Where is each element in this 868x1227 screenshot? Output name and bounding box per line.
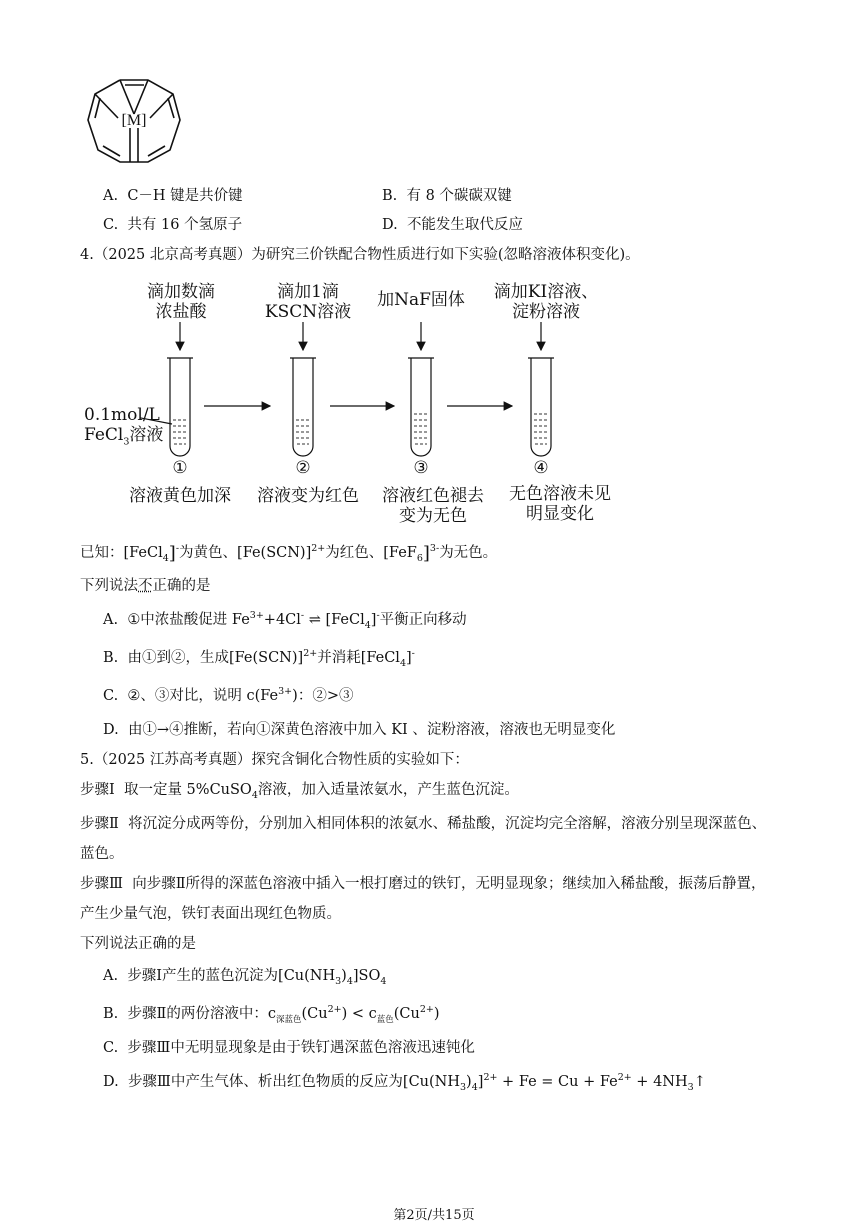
- q5-option-d: D. 步骤Ⅲ中产生气体、析出红色物质的反应为$[Cu(NH_3)_4]^{2+} + Fe = Cu + Fe^{2+}$ + $4NH_3↑$: [103, 1072, 706, 1093]
- test-tube-2: [293, 358, 313, 456]
- q3-option-a: A. C－H 键是共价键: [103, 188, 243, 204]
- q5-step1: 步骤Ⅰ 取一定量 5%CuSO$_4$溶液，加入适量浓氨水，产生蓝色沉淀。: [80, 782, 519, 801]
- tube-number-4: ④: [533, 458, 549, 478]
- molecule-structure: [78, 62, 190, 174]
- tubes-and-arrows: [140, 320, 620, 460]
- metal-label: [M]: [121, 112, 147, 129]
- q4-stem: 4.（2025 北京高考真题）为研究三价铁配合物性质进行如下实验(忽略溶液体积变化)。: [80, 247, 640, 263]
- solution-label: 0.1mol/L FeCl$_3$溶液: [84, 405, 164, 448]
- q5-step2: 步骤Ⅱ 将沉淀分成两等份，分别加入相同体积的浓氨水、稀盐酸，沉淀均完全溶解，溶液分别呈现深蓝色、 蓝色。: [80, 816, 767, 862]
- observation-1: 溶液黄色加深: [129, 486, 231, 506]
- reagent-1: 滴加数滴 浓盐酸: [147, 282, 215, 322]
- q4-option-d: D. 由①→④推断，若向①深黄色溶液中加入 KI 、淀粉溶液，溶液也无明显变化: [103, 722, 616, 738]
- test-tube-3: [411, 358, 431, 456]
- reagent-3: 加NaF固体: [377, 290, 465, 310]
- test-tube-1: [170, 358, 190, 456]
- q5-option-b: B. 步骤Ⅱ的两份溶液中：$c_{深蓝色}(Cu^{2+}) < c_{蓝色}(Cu^{2+})$: [103, 1004, 440, 1025]
- q5-stem: 5.（2025 江苏高考真题）探究含铜化合物性质的实验如下：: [80, 752, 469, 768]
- observation-2: 溶液变为红色: [257, 486, 359, 506]
- q4-question: 下列说法不正确的是: [80, 578, 211, 594]
- q4-option-a: A. ①中浓盐酸促进 $Fe^{3+}+4Cl^-$ ⇌ [FeCl$_4$]-平衡正向移动: [103, 610, 467, 631]
- q5-question: 下列说法正确的是: [80, 936, 196, 952]
- q3-option-b: B. 有 8 个碳碳双键: [382, 188, 512, 204]
- reagent-4: 滴加KI溶液、 淀粉溶液: [493, 282, 599, 322]
- q4-option-b: B. 由①到②，生成$[Fe(SCN)]^{2+}$并消耗[FeCl$_4$]-: [103, 648, 415, 669]
- q5-option-c: C. 步骤Ⅲ中无明显现象是由于铁钉遇深蓝色溶液迅速钝化: [103, 1040, 475, 1056]
- q4-option-c: C. ②、③对比，说明 $c(Fe^{3+})$：②>③: [103, 686, 354, 704]
- tube-number-1: ①: [172, 458, 188, 478]
- tube-number-3: ③: [413, 458, 429, 478]
- q5-step3: 步骤Ⅲ 向步骤Ⅱ所得的深蓝色溶液中插入一根打磨过的铁钉，无明显现象；继续加入稀盐酸，振荡后静置， 产生少量气泡，铁钉表面出现红色物质。: [80, 876, 766, 922]
- q5-option-a: A. 步骤Ⅰ产生的蓝色沉淀为$[Cu(NH_3)_4]SO_4$: [103, 968, 387, 987]
- test-tube-4: [531, 358, 551, 456]
- observation-3: 溶液红色褪去 变为无色: [382, 486, 484, 526]
- observation-4: 无色溶液未见 明显变化: [509, 484, 611, 524]
- tube-number-2: ②: [295, 458, 311, 478]
- q3-option-c: C. 共有 16 个氢原子: [103, 217, 243, 233]
- q3-option-d: D. 不能发生取代反应: [382, 217, 523, 233]
- page-footer: 第2页/共15页: [393, 1208, 475, 1223]
- reagent-2: 滴加1滴 KSCN溶液: [264, 282, 352, 322]
- q4-known: 已知：[FeCl$_4$]-为黄色、$[Fe(SCN)]^{2+}$为红色、$[FeF_6]^{3-}$为无色。: [80, 543, 498, 564]
